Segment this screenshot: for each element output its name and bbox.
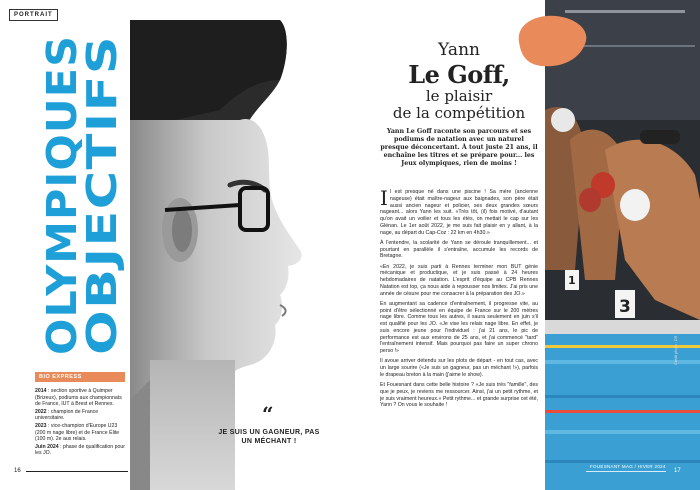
svg-text:1: 1 — [568, 274, 576, 287]
rubric-tag: PORTRAIT — [9, 9, 58, 21]
body-paragraph: En augmentant sa cadence d'entraînement, il progresse vite, au point d'être sélectionné en équipe de France sur le 200 mètres nage libre. Comme tous les autres, il saura seulement en juin s'il est qualifié pour les JO. «Je vise les relais nage libre. En effet, je suis encore jeune pour l'individuel : j'ai 21 ans, le pic de performance est aux environs de 25 ans, et j'ai commencé "tard" l'entraînement intensif. Mais pourquoi pas faire un super chrono perso !» — [380, 300, 538, 354]
page-rule-right — [586, 471, 666, 472]
body-paragraph: Il est presque né dans une piscine ! Sa mère (ancienne nageuse) était maître-nageur aux baignades, son père était aussi ancien nageur et policier, ses deux grandes sœurs nageant... alors Yann les suit. «Très tôt, (il) fois motivé, d'autant qu'on avait un voilier et tous les étés, on mettait le cap sur les Glénan. Le 1er août 2022, je me suis fait plaisir en y allant, à la nage, au départ du Cap-Coz : 22 km en 4h30.» — [380, 186, 538, 236]
article-body — [380, 186, 538, 413]
vertical-title-line-2: OLYMPIQUES — [38, 48, 86, 355]
vertical-title-line-1: OBJECTIFS — [78, 105, 124, 355]
headline-last-name: Le Goff, — [408, 60, 510, 89]
page-rule-left — [26, 471, 128, 472]
headline-line-3: le plaisir — [425, 87, 493, 105]
svg-text:3: 3 — [619, 297, 631, 317]
headline-first-name: Yann — [438, 40, 480, 60]
pool-photo — [545, 0, 700, 490]
vertical-title — [4, 30, 124, 360]
bio-entry: 2014 : section sportive à Quimper (Brizeux), podiums aux championnats de France, IUT à Brest et Rennes. — [35, 388, 122, 408]
article-lead: Yann Le Goff raconte son parcours et ses podiums de natation avec un naturel presque déconcertant. À tout juste 21 ans, il enchaîne les titres et se prépare pour... les Jeux olympiques, rien de moins ! — [380, 128, 538, 167]
article — [374, 0, 544, 490]
body-paragraph: «En 2022, je suis parti à Rennes terminer mon BUT génie mécanique et productique, et je suis passé à 24 heures hebdomadaires de natation. L'esprit d'équipe au CPB Rennes Natation est top, ça nous aide à repousser nos limites. J'ai pris une année de césure pour me consacrer à la préparation des JO.» — [380, 263, 538, 297]
bio-entry: 2022 : champion de France universitaire. — [35, 408, 99, 422]
quote-mark: “ — [262, 402, 274, 426]
photo-credit: Crédit photo : DR — [674, 335, 678, 365]
footer-magazine: FOUESNANT MAG / HIVER 2024 — [590, 464, 666, 469]
decorative-blob — [511, 12, 589, 72]
drop-cap: I — [380, 186, 388, 210]
body-paragraph: À l'entendre, la scolarité de Yann se déroule tranquillement... et pourtant en parallèle il s'entraîne, accumule les records de Bretagne. — [380, 239, 538, 260]
bio-list — [35, 388, 127, 458]
page-number-right: 17 — [674, 468, 681, 474]
pull-quote: JE SUIS UN GAGNEUR, PAS UN MÉCHANT ! — [218, 429, 320, 445]
bio-badge: BIO EXPRESS — [35, 372, 125, 382]
page-number-left: 16 — [14, 468, 21, 474]
body-paragraph: Il avoue arriver détendu sur les plots de départ - en tout cas, avec un large sourire («Je suis un gagneur, pas un méchant !»), parfois le drapeau breton à la main (j'aime le show). — [380, 358, 538, 378]
portrait-photo — [130, 20, 375, 490]
headline-line-4: de la compétition — [392, 104, 526, 122]
bio-entry: 2023 : vice-champion d'Europe U23 (200 m nage libre) et de France Élite (100 m). 2e aux relais. — [35, 422, 120, 443]
bio-entry: Juin 2024 : phase de qualification pour les JO. — [35, 443, 125, 457]
body-paragraph: Et Fouesnant dans cette belle histoire ? «Je suis très "famille", des que je peux, je reviens me ressourcer. Ainsi, j'ai un petit rythme, et je suis vraiment heureux.» Petit rythme... et grande surprise cet été, Yann ? On vous le souhaite ! — [380, 382, 538, 409]
